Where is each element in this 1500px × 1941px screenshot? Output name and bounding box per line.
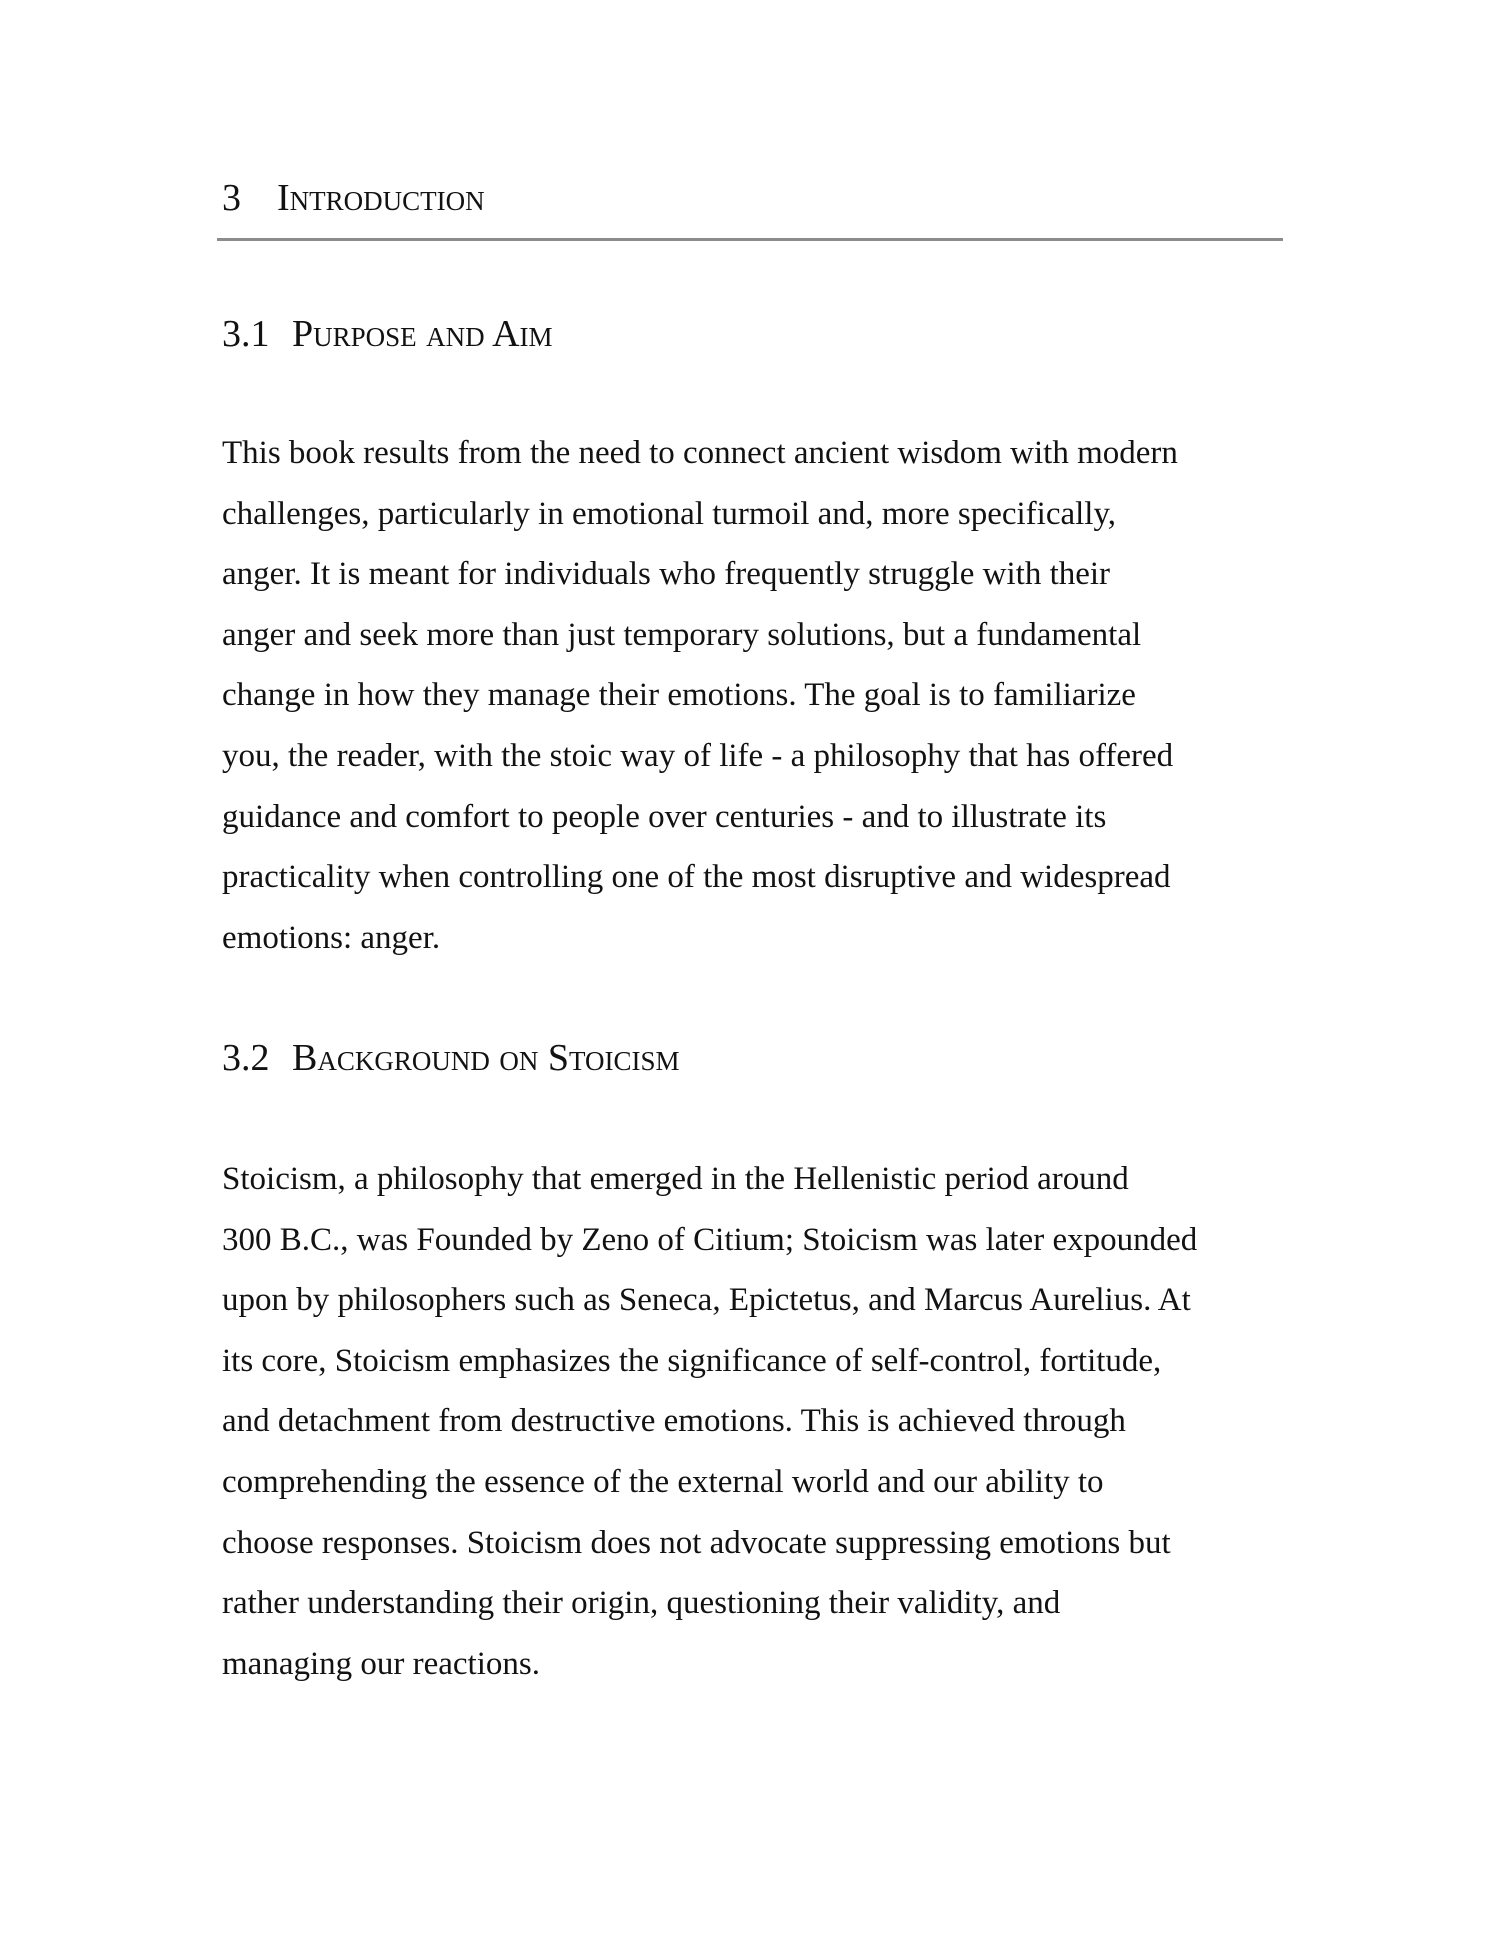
section-heading-3-1 (222, 313, 553, 355)
paragraph-line: anger and seek more than just temporary solutions, but a fundamental (222, 616, 1142, 653)
paragraph-line: its core, Stoicism emphasizes the significance of self-control, fortitude, (222, 1342, 1162, 1379)
section-heading-3-2 (222, 1037, 680, 1079)
paragraph-line: This book results from the need to connect ancient wisdom with modern (222, 435, 1178, 471)
paragraph-line: managing our reactions. (222, 1645, 540, 1682)
paragraph-line: and detachment from destructive emotions. This is achieved through (222, 1403, 1126, 1440)
paragraph-line: choose responses. Stoicism does not advocate suppressing emotions but (222, 1524, 1171, 1561)
paragraph-line: upon by philosophers such as Seneca, Epictetus, and Marcus Aurelius. At (222, 1282, 1191, 1319)
paragraph-line: 300 B.C., was Founded by Zeno of Citium; Stoicism was later expounded (222, 1221, 1198, 1258)
chapter-number: 3 (222, 177, 241, 219)
section-number: 3.1 (222, 313, 270, 355)
paragraph-line: you, the reader, with the stoic way of life - a philosophy that has offered (222, 737, 1174, 774)
section-title: Purpose and Aim (292, 313, 553, 355)
chapter-title: Introduction (277, 177, 485, 219)
paragraph-line: anger. It is meant for individuals who frequently struggle with their (222, 556, 1111, 593)
paragraph-line: practicality when controlling one of the most disruptive and widespread (222, 859, 1171, 896)
section-number: 3.2 (222, 1037, 270, 1079)
paragraph-purpose-and-aim (222, 423, 1178, 968)
paragraph-line: rather understanding their origin, questioning their validity, and (222, 1585, 1061, 1622)
paragraph-line: emotions: anger. (222, 919, 441, 956)
paragraph-background-on-stoicism (222, 1149, 1197, 1694)
paragraph-line: guidance and comfort to people over centuries - and to illustrate its (222, 798, 1107, 835)
paragraph-line: comprehending the essence of the external world and our ability to (222, 1463, 1104, 1500)
paragraph-line: challenges, particularly in emotional turmoil and, more specifically, (222, 495, 1117, 532)
header-rule (217, 238, 1283, 241)
paragraph-line: change in how they manage their emotions. The goal is to familiarize (222, 677, 1136, 714)
section-title: Background on Stoicism (292, 1037, 680, 1079)
paragraph-line: Stoicism, a philosophy that emerged in the Hellenistic period around (222, 1161, 1129, 1197)
chapter-heading (222, 177, 485, 219)
